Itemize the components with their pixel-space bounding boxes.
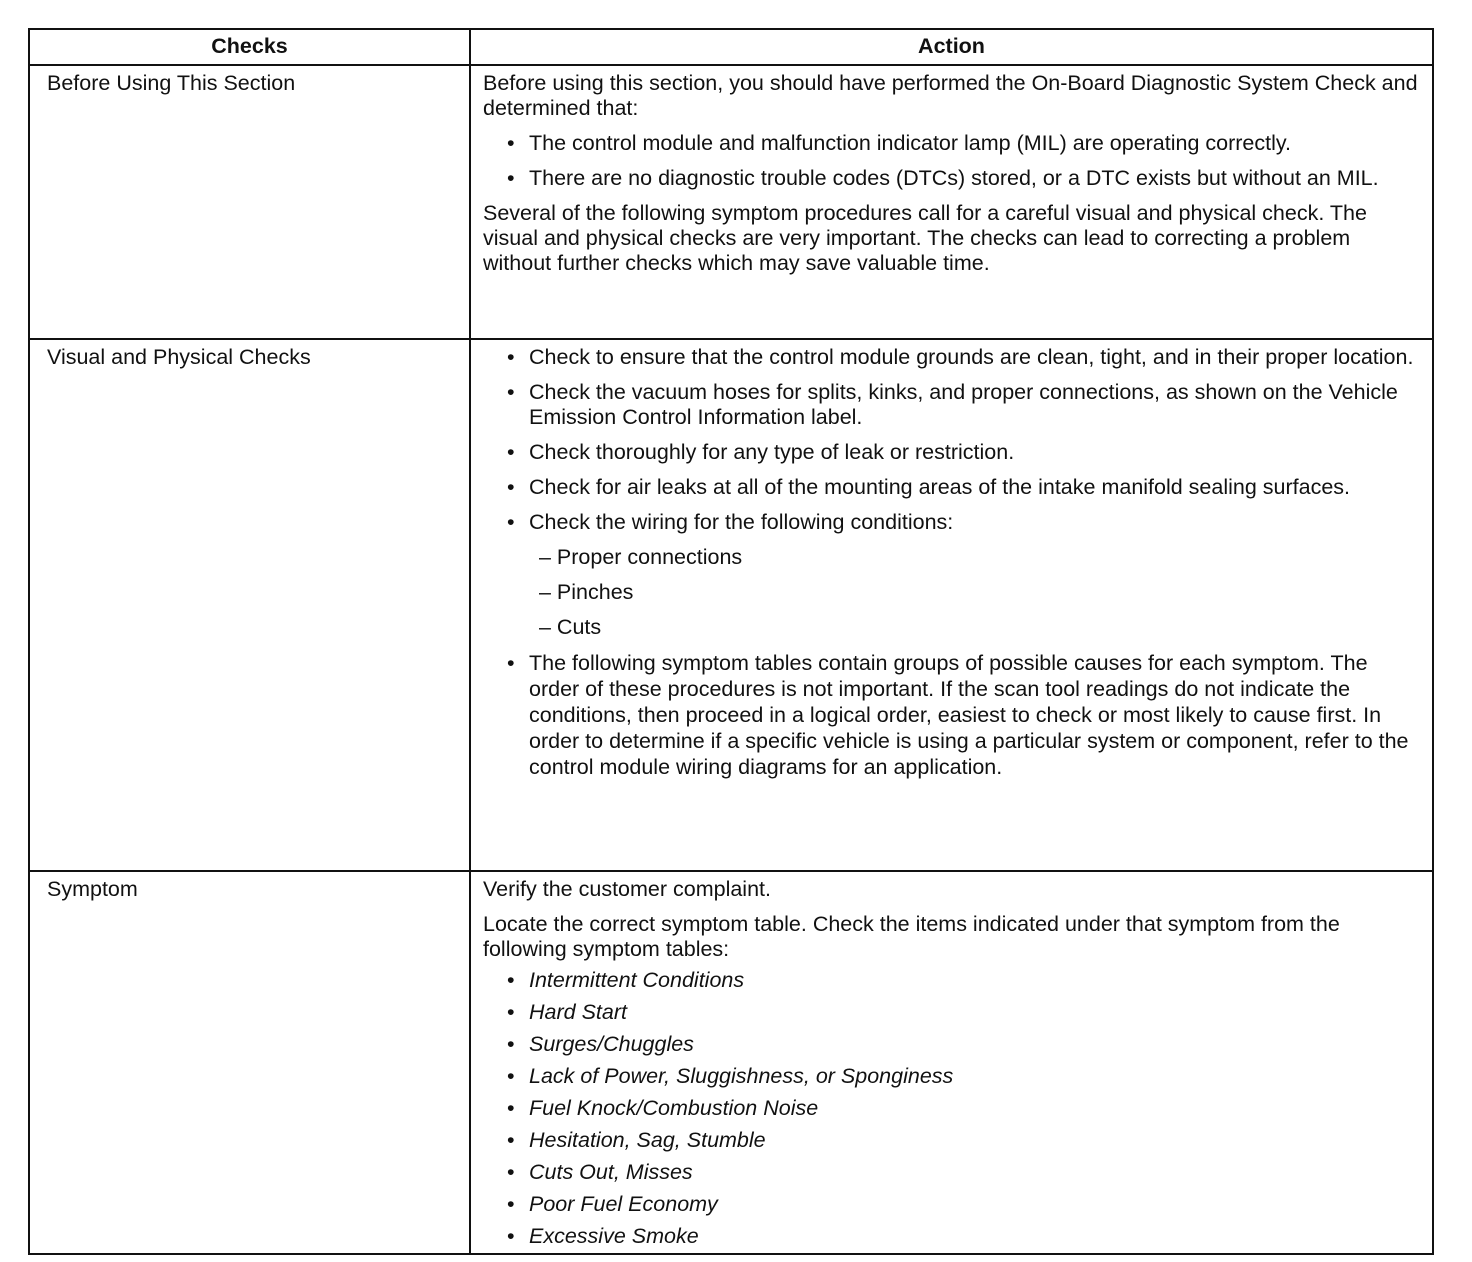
bullet-icon: • [507,651,515,675]
list-item [507,1160,1422,1185]
table-row [29,65,1433,339]
bullet-icon: • [507,1128,515,1152]
list-item-text: The control module and malfunction indicator lamp (MIL) are operating correctly. [529,131,1292,155]
bullet-icon: • [507,1000,515,1024]
symptom-table-list [483,968,1422,1249]
list-item [507,345,1422,370]
list-item-text: Check for air leaks at all of the mounting areas of the intake manifold sealing surfaces. [529,475,1351,499]
bullet-icon: • [507,380,515,404]
list-item [507,510,1422,640]
bullet-icon: • [507,166,515,190]
table-header-row [29,29,1433,65]
action-cell [470,871,1433,1254]
bullet-icon: • [507,131,515,155]
list-item [507,650,1422,780]
bullet-list [483,345,1422,780]
list-item [507,1032,1422,1057]
list-item [507,131,1422,156]
list-item [507,475,1422,500]
list-item [507,1096,1422,1121]
bullet-icon: • [507,1064,515,1088]
bullet-icon: • [507,345,515,369]
bullet-list [483,131,1422,191]
list-item-text: There are no diagnostic trouble codes (DTCs) stored, or a DTC exists but without an MIL. [529,166,1379,190]
list-item: – Proper connections [539,545,743,569]
check-cell: Symptom [29,871,470,1254]
list-item [507,1192,1422,1217]
list-item-text: Check thoroughly for any type of leak or restriction. [529,440,1015,464]
list-item-text: Check to ensure that the control module grounds are clean, tight, and in their proper location. [529,345,1414,369]
list-item-text: Check the wiring for the following conditions: [529,510,954,534]
symptom-table-link: Cuts Out, Misses [529,1160,693,1184]
action-outro: Several of the following symptom procedures call for a careful visual and physical check. The visual and physical checks are very important. The checks can lead to correcting a problem without further checks which may save valuable time. [483,201,1367,275]
list-item-text: The following symptom tables contain groups of possible causes for each symptom. The order of these procedures is not important. If the scan tool readings do not indicate the conditions, then proceed in a logical order, easiest to check or most likely to cause first. In order to determine if a specific vehicle is using a particular system or component, refer to the control module wiring diagrams for an application. [529,651,1409,779]
header-checks: Checks [29,29,470,65]
symptom-table-link: Fuel Knock/Combustion Noise [529,1096,819,1120]
action-intro-2: Locate the correct symptom table. Check the items indicated under that symptom from the following symptom tables: [483,912,1340,961]
table-row [29,871,1433,1254]
header-action: Action [470,29,1433,65]
bullet-icon: • [507,1224,515,1248]
list-item [507,380,1422,430]
list-item [507,1128,1422,1153]
check-cell: Visual and Physical Checks [29,339,470,871]
bullet-icon: • [507,475,515,499]
list-item [507,1064,1422,1089]
bullet-icon: • [507,510,515,534]
list-item [507,968,1422,993]
table-row [29,339,1433,871]
bullet-icon: • [507,968,515,992]
bullet-icon: • [507,1192,515,1216]
list-item: – Pinches [539,580,634,604]
list-item [507,166,1422,191]
action-intro: Verify the customer complaint. [483,877,771,901]
check-cell: Before Using This Section [29,65,470,339]
bullet-icon: • [507,1096,515,1120]
symptom-table-link: Poor Fuel Economy [529,1192,718,1216]
bullet-icon: • [507,1032,515,1056]
symptom-table-link: Surges/Chuggles [529,1032,694,1056]
bullet-icon: • [507,1160,515,1184]
action-cell [470,65,1433,339]
bullet-icon: • [507,440,515,464]
symptom-table-link: Hesitation, Sag, Stumble [529,1128,766,1152]
action-intro: Before using this section, you should have performed the On-Board Diagnostic System Check and determined that: [483,71,1418,120]
list-item-text: Check the vacuum hoses for splits, kinks, and proper connections, as shown on the Vehicle Emission Control Information label. [529,380,1398,429]
list-item [507,440,1422,465]
list-item [507,1224,1422,1249]
action-cell [470,339,1433,871]
list-item [507,1000,1422,1025]
symptom-table-link: Excessive Smoke [529,1224,699,1248]
wiring-conditions-list [529,545,1422,640]
list-item: – Cuts [539,615,602,639]
checks-action-table [28,28,1434,1255]
symptom-table-link: Intermittent Conditions [529,968,745,992]
symptom-table-link: Hard Start [529,1000,627,1024]
symptom-table-link: Lack of Power, Sluggishness, or Sponginess [529,1064,954,1088]
